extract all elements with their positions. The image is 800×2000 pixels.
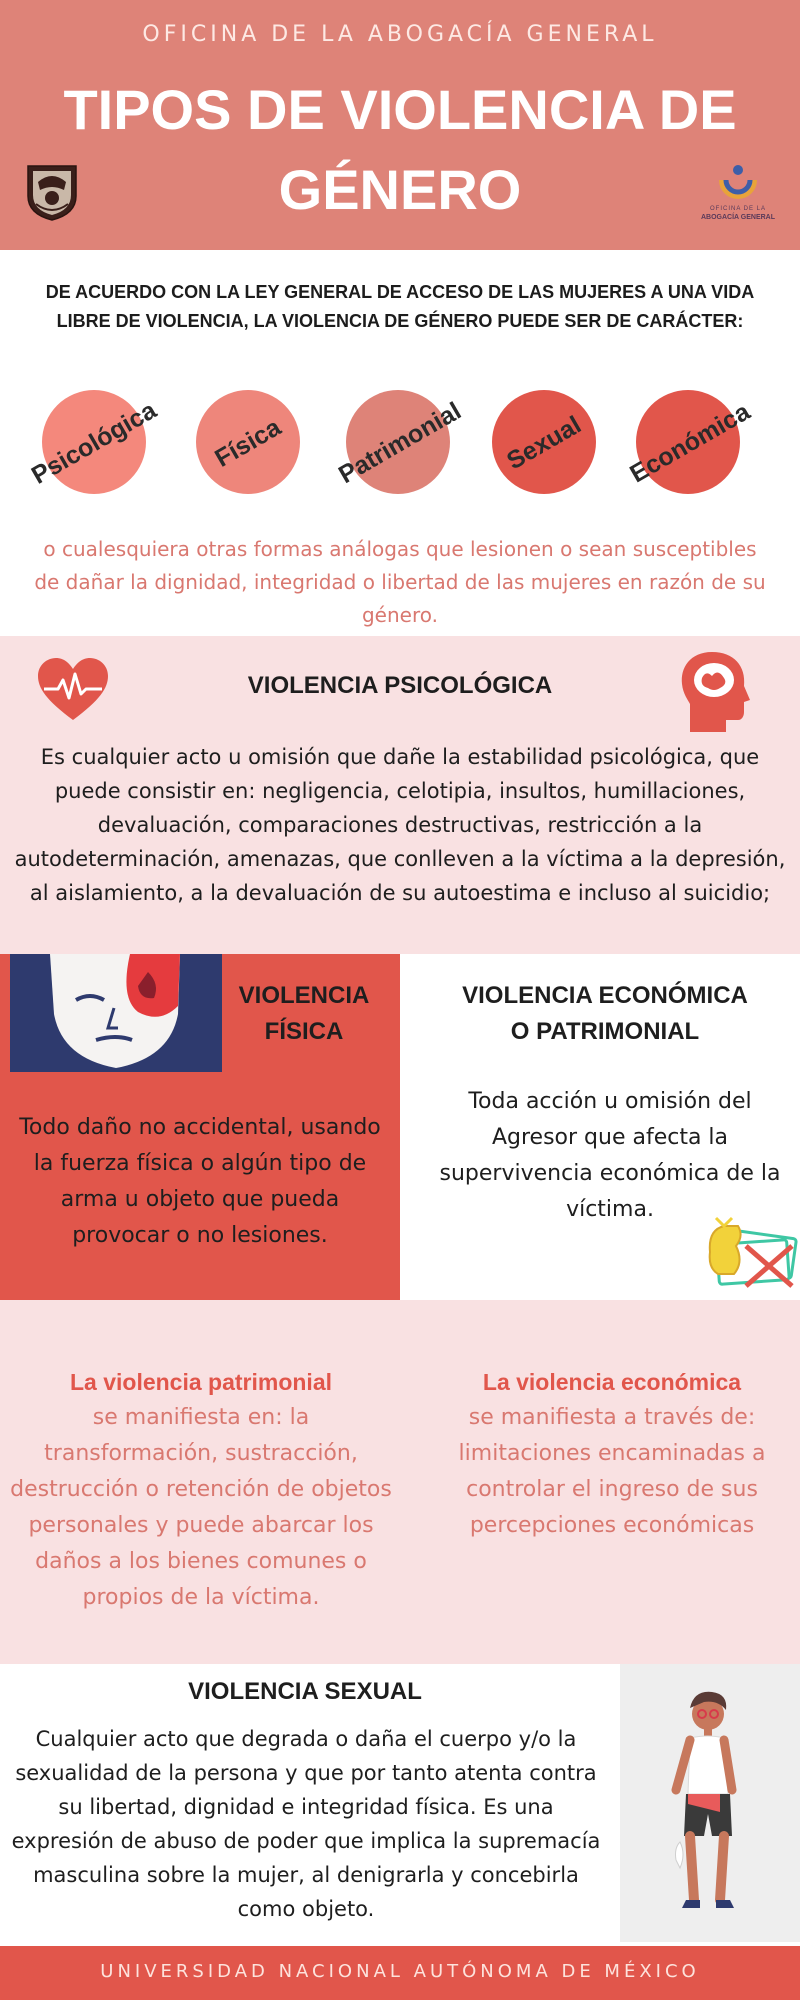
detalle-economica bbox=[446, 1364, 778, 1544]
footer-text: UNIVERSIDAD NACIONAL AUTÓNOMA DE MÉXICO bbox=[100, 1961, 700, 1982]
economica-text: Toda acción u omisión del Agresor que afecta la supervivencia económica de la víctima. bbox=[439, 1089, 781, 1222]
unam-seal-icon bbox=[24, 160, 80, 222]
fisica-title-line1: VIOLENCIA bbox=[238, 982, 370, 1009]
logo-line2: ABOGACÍA GENERAL bbox=[700, 214, 776, 221]
label-fisica: Física bbox=[210, 413, 286, 473]
abogacia-logo-icon bbox=[696, 158, 780, 206]
label-economica: Económica bbox=[625, 397, 755, 489]
intro-text: DE ACUERDO CON LA LEY GENERAL DE ACCESO DE LAS MUJERES A UNA VIDA LIBRE DE VIOLENCIA, LA VIOLENCIA DE GÉNERO PUEDE SER DE CARÁCTER: bbox=[45, 282, 755, 331]
heart-pulse-icon bbox=[36, 656, 110, 722]
money-cross-icon bbox=[704, 1212, 800, 1296]
sexual-illustration-panel bbox=[620, 1664, 800, 1942]
head-brain-icon bbox=[676, 648, 754, 734]
economica-title-line2: O PATRIMONIAL bbox=[510, 1018, 700, 1045]
detalle-patrimonial-text: se manifiesta en: la transformación, sustracción, destrucción o retención de objetos personales y puede abarcar los daños a los bienes comunes o propios de la víctima. bbox=[10, 1405, 392, 1610]
economica-title-line1: VIOLENCIA ECONÓMICA bbox=[462, 982, 748, 1009]
detalle-patrimonial bbox=[10, 1364, 392, 1616]
page-title: TIPOS DE VIOLENCIA DE GÉNERO bbox=[63, 78, 737, 221]
fisica-title bbox=[222, 978, 386, 1050]
economica-title bbox=[420, 978, 790, 1050]
sexual-text: Cualquier acto que degrada o daña el cuerpo y/o la sexualidad de la persona y que por tanto atenta contra su libertad, dignidad e integridad física. Es una expresión de abuso de poder que implica la supremacía masculina sobre la mujer, al denigrarla y concebirla como objeto. bbox=[11, 1727, 601, 1921]
footer-bar bbox=[0, 1946, 800, 2000]
label-sexual: Sexual bbox=[502, 410, 586, 476]
intro-note: o cualesquiera otras formas análogas que lesionen o sean susceptibles de dañar la dignidad, integridad o libertad de las mujeres en razón de su género. bbox=[34, 537, 766, 627]
header-banner bbox=[0, 0, 800, 250]
detalle-economica-heading: La violencia económica bbox=[482, 1369, 742, 1395]
sexual-title: VIOLENCIA SEXUAL bbox=[188, 1678, 422, 1705]
fisica-text: Todo daño no accidental, usando la fuerza física o algún tipo de arma u objeto que pueda provocar o no lesiones. bbox=[19, 1115, 381, 1248]
label-psicologica: Psicológica bbox=[26, 396, 162, 490]
detalle-economica-text: se manifiesta a través de: limitaciones encaminadas a controlar el ingreso de sus percepciones económicas bbox=[458, 1405, 766, 1538]
fisica-title-line2: FÍSICA bbox=[264, 1018, 344, 1045]
psicologica-title: VIOLENCIA PSICOLÓGICA bbox=[247, 672, 553, 699]
woman-illustration bbox=[620, 1664, 800, 1942]
bruised-face-illustration bbox=[10, 954, 222, 1072]
detalle-patrimonial-heading: La violencia patrimonial bbox=[69, 1369, 333, 1395]
psicologica-text: Es cualquier acto u omisión que dañe la estabilidad psicológica, que puede consistir en: negligencia, celotipia, insultos, humillaciones, devaluación, comparaciones destructivas, restricción a la autodeterminación, amenazas, que conlleven a la víctima a la depresión, al aislamiento, a la devaluación de su autoestima e incluso al suicidio; bbox=[14, 745, 786, 905]
logo-line1: OFICINA DE LA bbox=[709, 206, 766, 212]
office-name: OFICINA DE LA ABOGACÍA GENERAL bbox=[142, 22, 658, 47]
abogacia-logo bbox=[696, 158, 780, 228]
label-patrimonial: Patrimonial bbox=[334, 396, 466, 490]
